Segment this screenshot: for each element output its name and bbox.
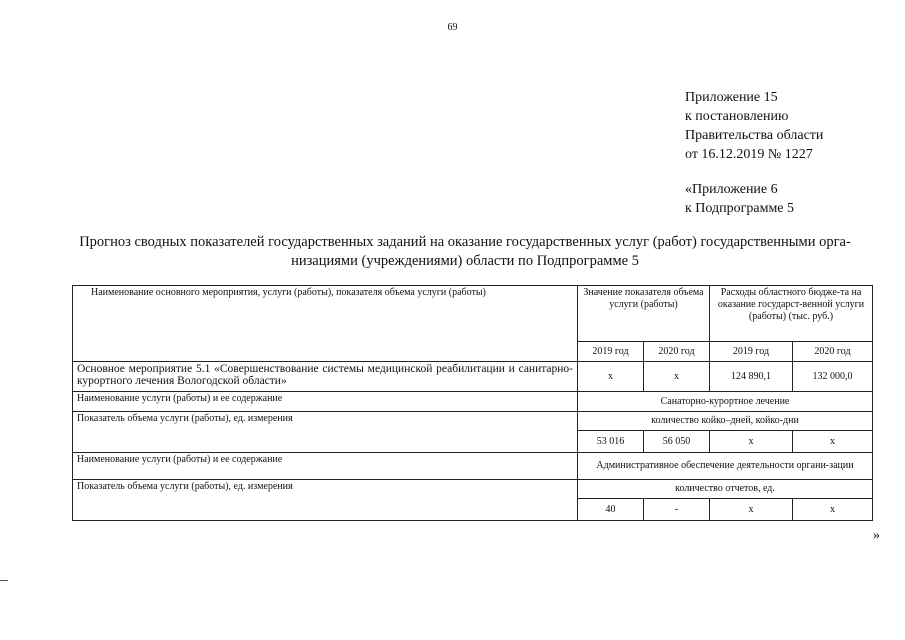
expense-cell: 124 890,1 bbox=[710, 362, 793, 392]
header-value-cell: Значение показателя объема услуги (работы) bbox=[578, 286, 710, 342]
main-activity-label: Основное мероприятие 5.1 «Совершенствование системы медицинской реабилитации и санитарно-курортного лечения Вологодской области» bbox=[73, 362, 578, 392]
document-title bbox=[60, 233, 870, 271]
service-name-value: Санаторно-курортное лечение bbox=[578, 392, 873, 412]
appendix-line: от 16.12.2019 № 1227 bbox=[685, 147, 813, 162]
table-header-row bbox=[73, 286, 873, 342]
value-cell: 53 016 bbox=[578, 431, 644, 453]
table-row bbox=[73, 392, 873, 412]
header-name-cell: Наименование основного мероприятия, услуги (работы), показателя объема услуги (работы) bbox=[73, 286, 578, 362]
appendix-line: Приложение 15 bbox=[685, 90, 778, 105]
appendix-line: Правительства области bbox=[685, 128, 824, 143]
header-expense-cell: Расходы областного бюдже-та на оказание государст-венной услуги (работы) (тыс. руб.) bbox=[710, 286, 873, 342]
expense-cell: х bbox=[793, 431, 873, 453]
table-row bbox=[73, 453, 873, 480]
appendix-subprogram-block bbox=[685, 180, 794, 218]
service-name-label: Наименование услуги (работы) и ее содержание bbox=[73, 453, 578, 480]
indicator-label: Показатель объема услуги (работы), ед. измерения bbox=[73, 412, 578, 453]
table-row bbox=[73, 412, 873, 431]
indicator-unit: количество отчетов, ед. bbox=[578, 480, 873, 499]
appendix-line: к постановлению bbox=[685, 109, 789, 124]
expense-cell: х bbox=[710, 499, 793, 521]
margin-mark bbox=[0, 580, 8, 581]
indicators-table bbox=[72, 285, 873, 521]
title-line: низациями (учреждениями) области по Подпрограмме 5 bbox=[291, 253, 639, 269]
title-line: Прогноз сводных показателей государственных заданий на оказание государственных услуг (работ) государственными орга- bbox=[79, 234, 851, 250]
year-cell: 2019 год bbox=[710, 342, 793, 362]
service-name-label: Наименование услуги (работы) и ее содержание bbox=[73, 392, 578, 412]
appendix-block bbox=[685, 88, 823, 164]
value-cell: 56 050 bbox=[644, 431, 710, 453]
expense-cell: х bbox=[793, 499, 873, 521]
page-number: 69 bbox=[447, 22, 458, 33]
expense-cell: х bbox=[710, 431, 793, 453]
indicator-label: Показатель объема услуги (работы), ед. измерения bbox=[73, 480, 578, 521]
service-name-value: Административное обеспечение деятельности органи-зации bbox=[578, 453, 873, 480]
value-cell: х bbox=[578, 362, 644, 392]
year-cell: 2020 год bbox=[644, 342, 710, 362]
expense-cell: 132 000,0 bbox=[793, 362, 873, 392]
table-row bbox=[73, 480, 873, 499]
indicator-unit: количество койко–дней, койко-дни bbox=[578, 412, 873, 431]
value-cell: 40 bbox=[578, 499, 644, 521]
closing-quote: » bbox=[873, 528, 880, 543]
year-cell: 2020 год bbox=[793, 342, 873, 362]
year-cell: 2019 год bbox=[578, 342, 644, 362]
appendix-line: «Приложение 6 bbox=[685, 182, 778, 197]
value-cell: х bbox=[644, 362, 710, 392]
value-cell: - bbox=[644, 499, 710, 521]
appendix-line: к Подпрограмме 5 bbox=[685, 201, 795, 216]
table-row bbox=[73, 362, 873, 392]
